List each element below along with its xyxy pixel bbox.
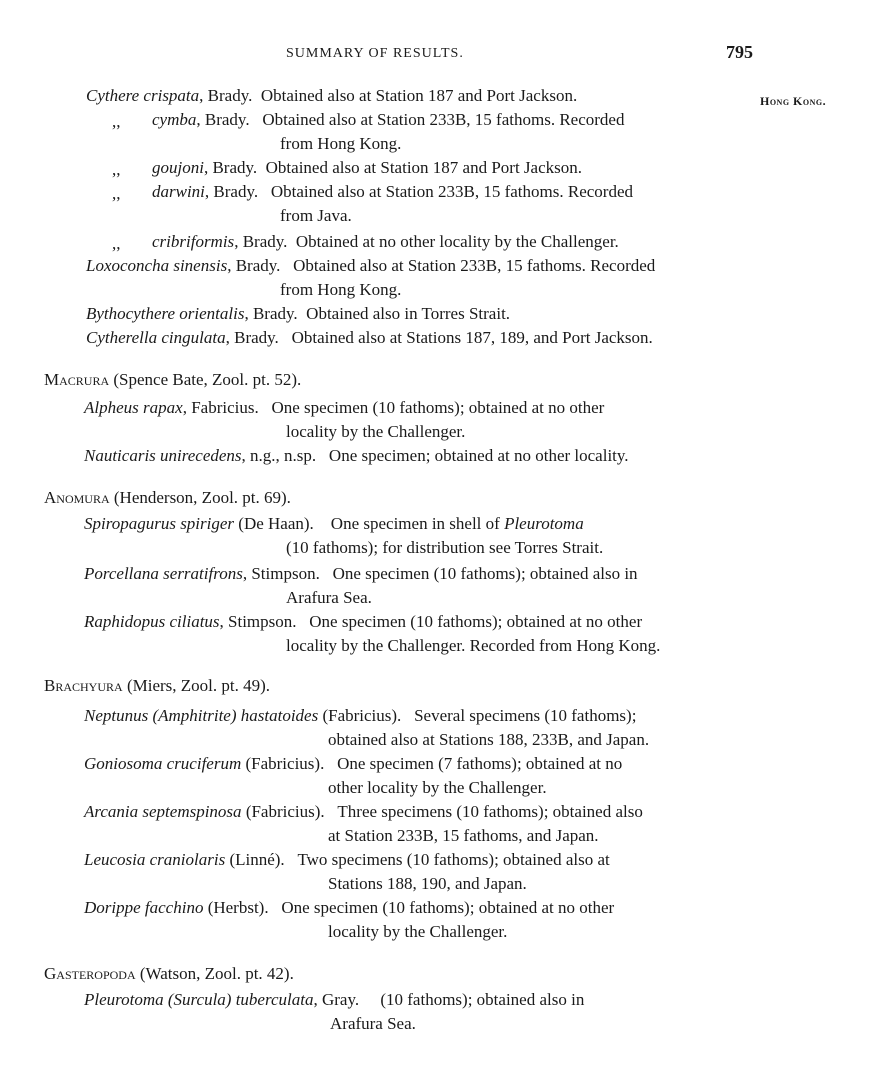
entry-text: One specimen (10 fathoms); obtained also in — [332, 564, 638, 583]
taxon-author: , Stimpson. — [242, 564, 320, 583]
taxon-name: Pleurotoma (Surcula) tuberculata — [84, 990, 314, 1009]
section-name: Brachyura — [44, 676, 123, 695]
entry-continuation: other locality by the Challenger. — [328, 778, 547, 797]
ditto-mark: ,, — [112, 160, 121, 179]
entry-text: Three specimens (10 fathoms); obtained also — [337, 802, 643, 821]
taxon-name: Nauticaris unirecedens — [84, 446, 242, 465]
ditto-mark: ,, — [112, 184, 121, 203]
entry-continuation: locality by the Challenger. — [328, 922, 508, 941]
entry-text: Obtained also at Station 187 and Port Jackson. — [265, 158, 582, 177]
entry-continuation: from Hong Kong. — [280, 134, 402, 153]
taxon-author: , Brady. — [244, 304, 298, 323]
entry-text: Obtained also at Station 187 and Port Jackson. — [260, 86, 578, 105]
entry-text: One specimen (7 fathoms); obtained at no — [337, 754, 623, 773]
entry-dorippe-facchino — [84, 896, 754, 920]
entry-continuation: Arafura Sea. — [330, 1014, 416, 1033]
entry-text: One specimen (10 fathoms); obtained at no other — [309, 612, 643, 631]
entry-leucosia-craniolaris — [84, 848, 754, 872]
taxon-name: Porcellana serratifrons — [84, 564, 243, 583]
section-name: Anomura — [44, 488, 110, 507]
taxon-name: Raphidopus ciliatus — [84, 612, 220, 631]
taxon-name: Pleurotoma — [504, 514, 584, 533]
section-reference: (Watson, Zool. pt. 42). — [135, 964, 294, 983]
taxon-author: , Brady. — [234, 232, 288, 251]
entry-arcania-septemspinosa — [84, 800, 754, 824]
taxon-author: , Brady. — [225, 328, 279, 347]
section-reference: (Miers, Zool. pt. 49). — [122, 676, 271, 695]
entry-spiropagurus-spiriger — [84, 512, 754, 536]
section-reference: (Spence Bate, Zool. pt. 52). — [109, 370, 302, 389]
taxon-name: Spiropagurus spiriger — [84, 514, 235, 533]
taxon-author: (Fabricius). — [241, 802, 325, 821]
taxon-name: Goniosoma cruciferum — [84, 754, 242, 773]
taxon-name: darwini — [152, 182, 205, 201]
entry-neptunus-hastatoides — [84, 704, 756, 728]
margin-note-locality: Hong Kong. — [760, 94, 827, 108]
entry-loxoconcha-sinensis — [86, 254, 754, 278]
entry-text: Obtained also at Stations 187, 189, and Port Jackson. — [291, 328, 653, 347]
taxon-author: , Fabricius. — [182, 398, 259, 417]
entry-goniosoma-cruciferum — [84, 752, 754, 776]
entry-text: Obtained at no other locality by the Challenger. — [295, 232, 619, 251]
entry-continuation: from Hong Kong. — [280, 280, 402, 299]
taxon-author: (Fabricius). — [241, 754, 325, 773]
taxon-name: Cythere crispata — [86, 86, 200, 105]
taxon-name: Alpheus rapax — [84, 398, 183, 417]
entry-cythere-cribriformis — [152, 230, 752, 254]
ditto-mark: ,, — [112, 234, 121, 253]
taxon-author: , Brady. — [196, 110, 250, 129]
taxon-author: , Brady. — [199, 86, 253, 105]
section-heading-gasteropoda — [44, 962, 294, 986]
entry-continuation: at Station 233B, 15 fathoms, and Japan. — [328, 826, 599, 845]
taxon-author: (Fabricius). — [318, 706, 402, 725]
entry-cythere-darwini — [152, 180, 754, 204]
entry-raphidopus-ciliatus — [84, 610, 754, 634]
taxon-author: , n.g., n.sp. — [241, 446, 317, 465]
taxon-author: (Herbst). — [203, 898, 269, 917]
entry-cythere-goujoni — [152, 156, 752, 180]
entry-alpheus-rapax — [84, 396, 754, 420]
entry-text: One specimen in shell of — [330, 514, 505, 533]
entry-porcellana-serratifrons — [84, 562, 754, 586]
taxon-author: (De Haan). — [234, 514, 314, 533]
entry-pleurotoma-tuberculata — [84, 988, 752, 1012]
entry-continuation: obtained also at Stations 188, 233B, and Japan. — [328, 730, 650, 749]
entry-continuation: (10 fathoms); for distribution see Torres Strait. — [286, 538, 604, 557]
entry-text: Obtained also at Station 233B, 15 fathoms. Recorded — [270, 182, 633, 201]
taxon-author: , Stimpson. — [219, 612, 297, 631]
entry-text: Obtained also at Station 233B, 15 fathoms. Recorded — [262, 110, 625, 129]
entry-text: Several specimens (10 fathoms); — [414, 706, 637, 725]
running-header-title: SUMMARY OF RESULTS. — [286, 46, 464, 61]
page-number: 795 — [726, 42, 753, 62]
section-name: Gasteropoda — [44, 964, 136, 983]
entry-cythere-crispata — [86, 84, 686, 108]
ditto-mark: ,, — [112, 112, 121, 131]
taxon-author: (Linné). — [225, 850, 285, 869]
taxon-name: goujoni — [152, 158, 204, 177]
taxon-name: cymba — [152, 110, 197, 129]
section-name: Macrura — [44, 370, 110, 389]
entry-continuation: locality by the Challenger. Recorded from Hong Kong. — [286, 636, 661, 655]
entry-text: Two specimens (10 fathoms); obtained also at — [297, 850, 610, 869]
taxon-author: , Brady. — [227, 256, 281, 275]
section-reference: (Henderson, Zool. pt. 69). — [109, 488, 291, 507]
entry-text: One specimen (10 fathoms); obtained at no other — [271, 398, 605, 417]
taxon-name: Leucosia craniolaris — [84, 850, 226, 869]
taxon-author: , Brady. — [203, 158, 258, 177]
entry-continuation: from Java. — [280, 206, 352, 225]
entry-continuation: Arafura Sea. — [286, 588, 372, 607]
entry-text: Obtained also at Station 233B, 15 fathoms. Recorded — [293, 256, 656, 275]
taxon-name: Cytherella cingulata — [86, 328, 226, 347]
taxon-name: Arcania septemspinosa — [84, 802, 242, 821]
taxon-name: cribriformis — [152, 232, 235, 251]
section-heading-brachyura — [44, 674, 270, 698]
taxon-name: Neptunus (Amphitrite) hastatoides — [84, 706, 319, 725]
entry-text: (10 fathoms); obtained also in — [380, 990, 585, 1009]
entry-nauticaris-unirecedens — [84, 444, 764, 468]
section-heading-anomura — [44, 486, 291, 510]
entry-cythere-cymba — [152, 108, 754, 132]
taxon-author: , Brady. — [204, 182, 259, 201]
taxon-name: Loxoconcha sinensis — [86, 256, 228, 275]
entry-cytherella-cingulata — [86, 326, 766, 350]
taxon-name: Bythocythere orientalis — [86, 304, 245, 323]
entry-continuation: locality by the Challenger. — [286, 422, 466, 441]
entry-bythocythere-orientalis — [86, 302, 726, 326]
entry-continuation: Stations 188, 190, and Japan. — [328, 874, 527, 893]
section-heading-macrura — [44, 368, 301, 392]
taxon-author: , Gray. — [313, 990, 360, 1009]
taxon-name: Dorippe facchino — [84, 898, 204, 917]
entry-text: Obtained also in Torres Strait. — [306, 304, 511, 323]
entry-text: One specimen (10 fathoms); obtained at no other — [281, 898, 615, 917]
entry-text: One specimen; obtained at no other locality. — [328, 446, 629, 465]
